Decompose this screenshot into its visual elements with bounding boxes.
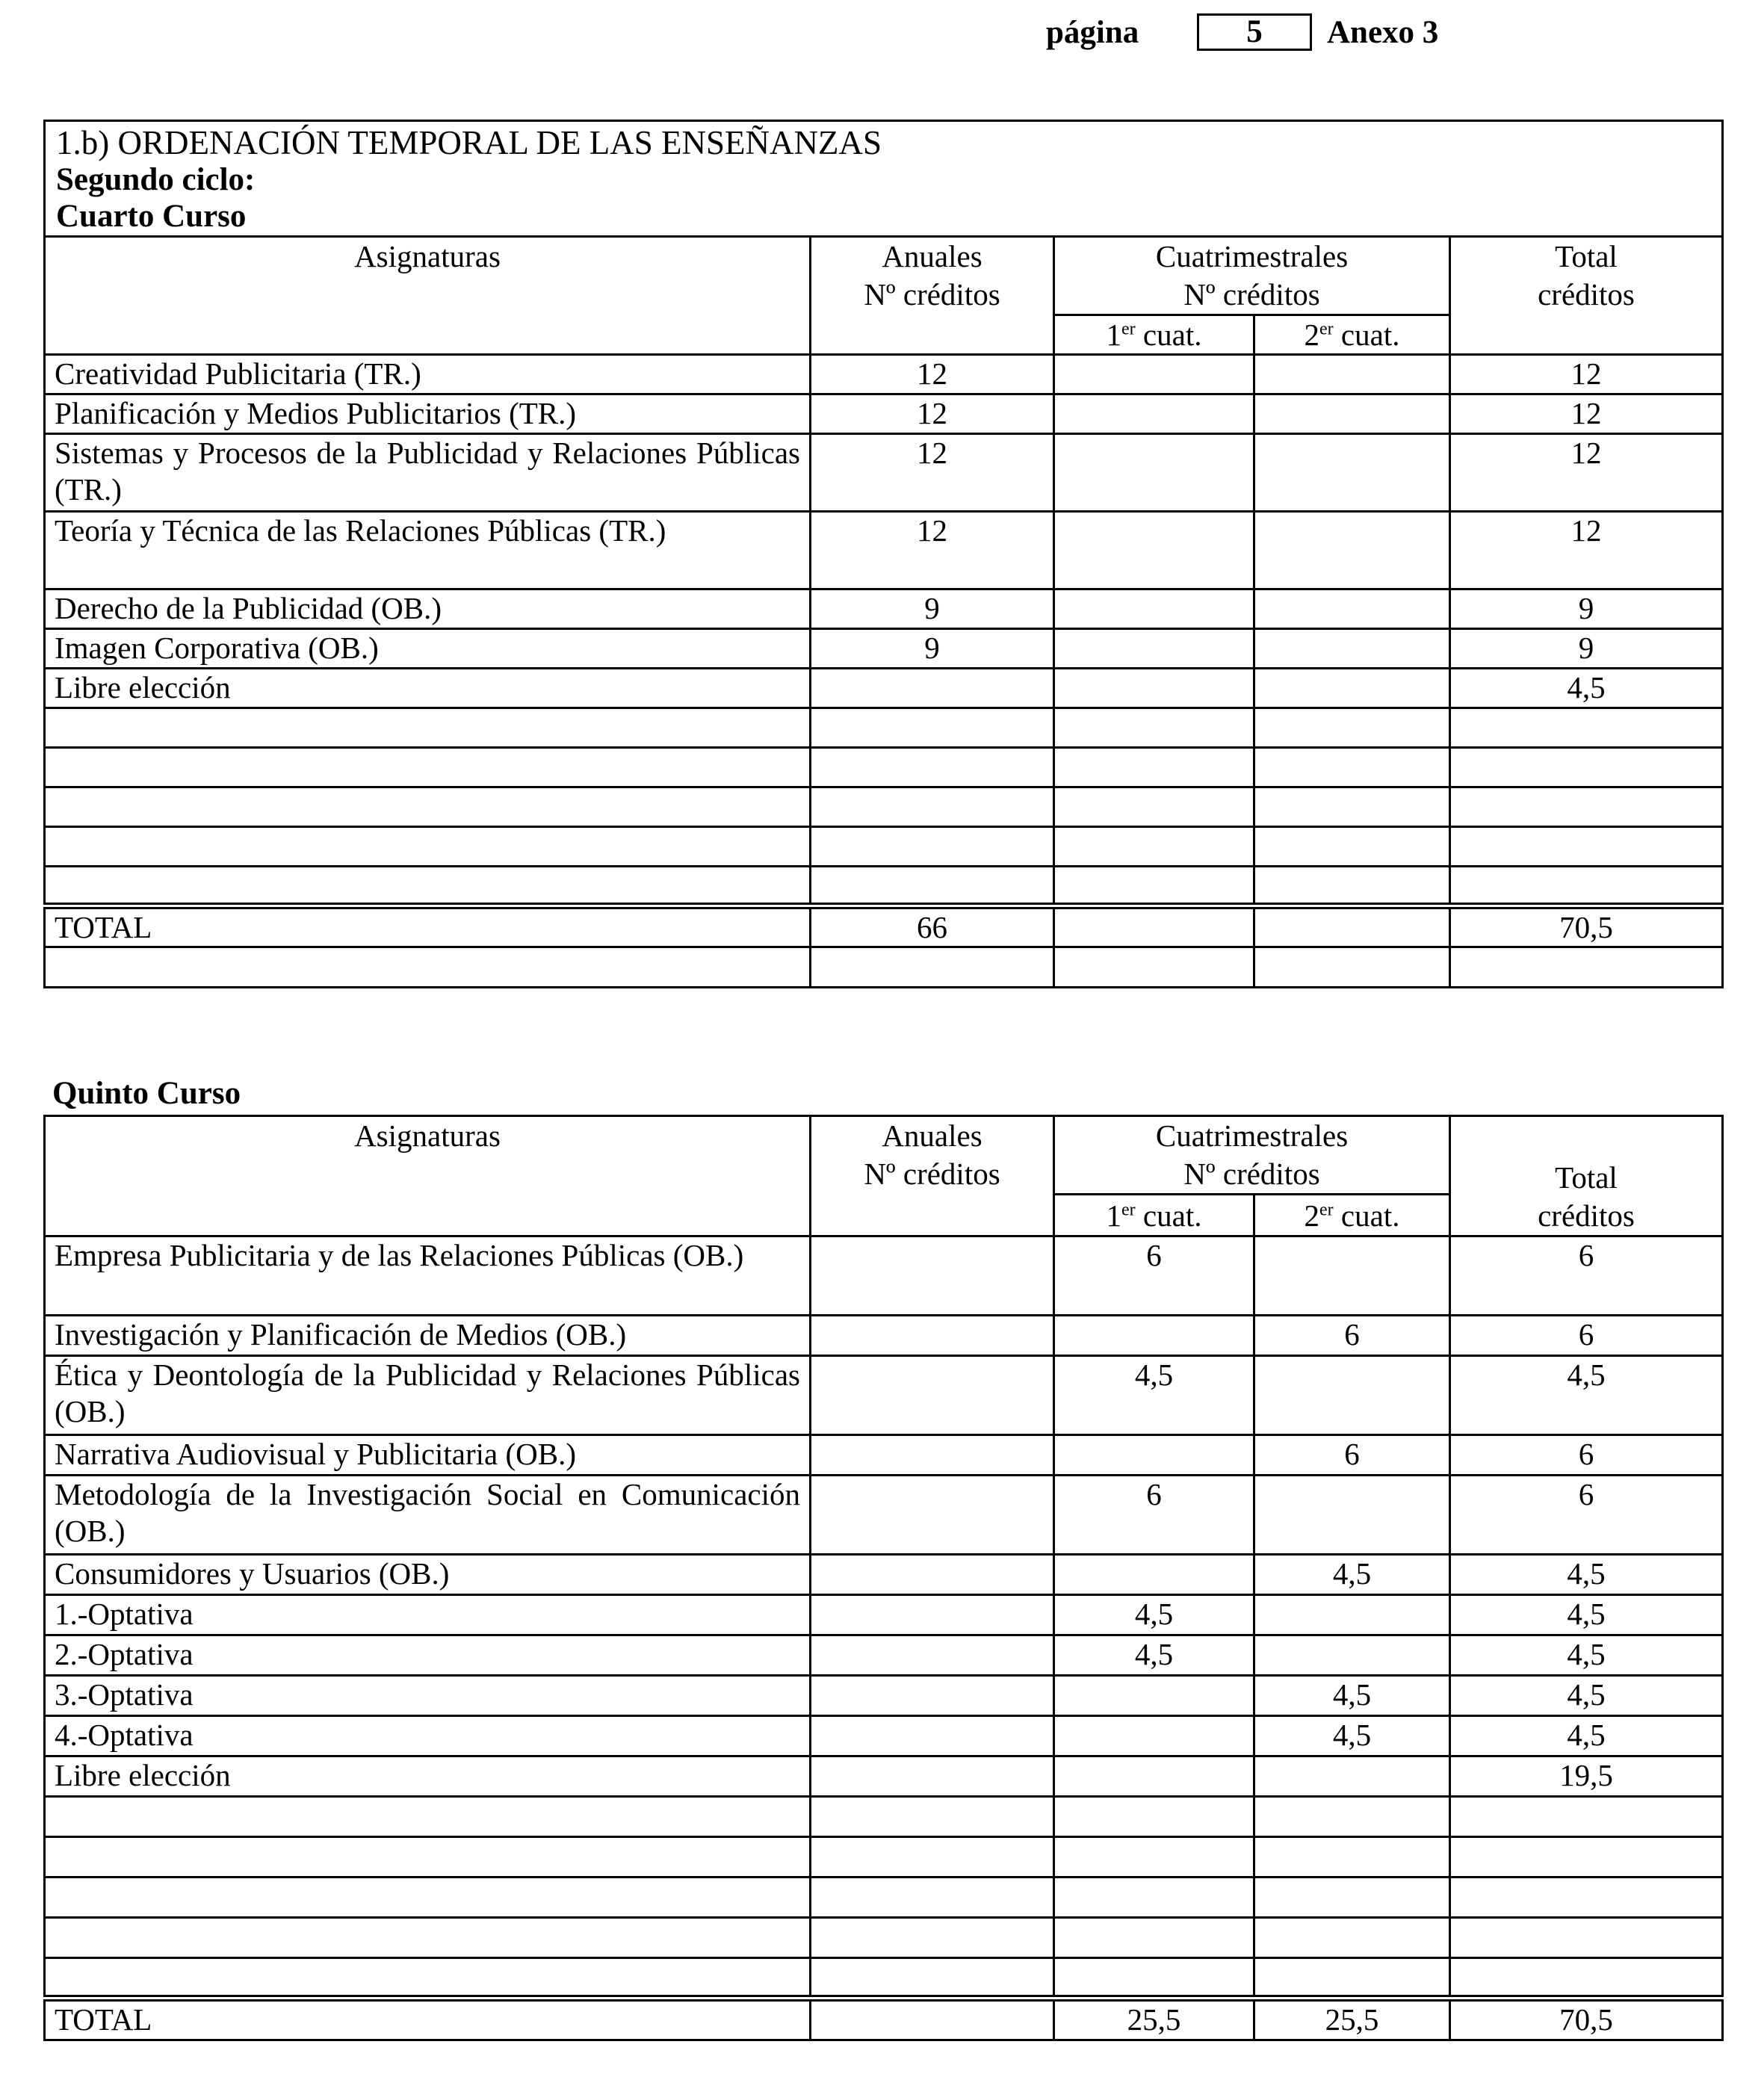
empty-row bbox=[45, 1958, 1723, 1999]
total-value: 12 bbox=[1450, 355, 1723, 394]
subject-name: Libre elección bbox=[45, 1756, 811, 1797]
anuales-value bbox=[811, 1716, 1054, 1756]
c2-value: 4,5 bbox=[1254, 1676, 1450, 1716]
c1-value bbox=[1054, 355, 1254, 394]
total-value: 9 bbox=[1450, 629, 1723, 669]
total-label: TOTAL bbox=[45, 906, 811, 947]
total-value: 6 bbox=[1450, 1236, 1723, 1316]
total-c1 bbox=[1054, 906, 1254, 947]
table-row bbox=[45, 1676, 1723, 1716]
anuales-value bbox=[811, 1476, 1054, 1555]
c2-value: 4,5 bbox=[1254, 1555, 1450, 1595]
quinto-rows bbox=[45, 1236, 1723, 1999]
subject-name: Ética y Deontología de la Publicidad y Relaciones Públicas (OB.) bbox=[45, 1356, 811, 1435]
total-value: 19,5 bbox=[1450, 1756, 1723, 1797]
anuales-value bbox=[811, 1356, 1054, 1435]
total-anuales: 66 bbox=[811, 906, 1054, 947]
table-row bbox=[45, 1555, 1723, 1595]
table-row bbox=[45, 1356, 1723, 1435]
col-asignaturas: Asignaturas bbox=[45, 1116, 811, 1236]
col-1er-cuat: 1er cuat. bbox=[1054, 315, 1254, 355]
anuales-value bbox=[811, 1756, 1054, 1797]
c1-value bbox=[1054, 669, 1254, 708]
cuarto-curso-table bbox=[43, 120, 1724, 988]
c2-value: 4,5 bbox=[1254, 1716, 1450, 1756]
empty-row bbox=[45, 947, 1723, 988]
total-anuales bbox=[811, 1999, 1054, 2040]
c1-value bbox=[1054, 629, 1254, 669]
total-value: 4,5 bbox=[1450, 1676, 1723, 1716]
c1-value bbox=[1054, 1716, 1254, 1756]
c1-value: 6 bbox=[1054, 1476, 1254, 1555]
anexo-label: Anexo 3 bbox=[1327, 15, 1439, 50]
subject-name: Investigación y Planificación de Medios (OB.) bbox=[45, 1316, 811, 1356]
c2-value bbox=[1254, 1595, 1450, 1635]
total-creditos: 70,5 bbox=[1450, 1999, 1723, 2040]
subject-name: Planificación y Medios Publicitarios (TR.) bbox=[45, 394, 811, 434]
table-row bbox=[45, 512, 1723, 589]
c1-value bbox=[1054, 512, 1254, 589]
table-row bbox=[45, 1635, 1723, 1676]
anuales-value: 9 bbox=[811, 589, 1054, 629]
empty-row bbox=[45, 1878, 1723, 1918]
c1-value bbox=[1054, 1435, 1254, 1476]
anuales-value bbox=[811, 1555, 1054, 1595]
c1-value bbox=[1054, 1756, 1254, 1797]
total-value: 4,5 bbox=[1450, 1595, 1723, 1635]
anuales-value: 12 bbox=[811, 434, 1054, 512]
section-title: 1.b) ORDENACIÓN TEMPORAL DE LAS ENSEÑANZAS bbox=[56, 124, 882, 161]
cuarto-curso-block bbox=[43, 120, 1721, 988]
anuales-value bbox=[811, 1595, 1054, 1635]
c2-value bbox=[1254, 669, 1450, 708]
col-2er-cuat: 2er cuat. bbox=[1254, 1195, 1450, 1236]
c2-value bbox=[1254, 355, 1450, 394]
col-anuales: Anuales Nº créditos bbox=[811, 1116, 1054, 1236]
quinto-curso-table bbox=[43, 1115, 1724, 2041]
subject-name: Metodología de la Investigación Social en Comunicación (OB.) bbox=[45, 1476, 811, 1555]
c2-value: 6 bbox=[1254, 1435, 1450, 1476]
table-row bbox=[45, 355, 1723, 394]
c1-value: 4,5 bbox=[1054, 1595, 1254, 1635]
section-title-cell bbox=[45, 121, 1723, 237]
cycle-label: Segundo ciclo: bbox=[56, 162, 256, 197]
subject-name: Imagen Corporativa (OB.) bbox=[45, 629, 811, 669]
total-value: 6 bbox=[1450, 1476, 1723, 1555]
subject-name: 3.-Optativa bbox=[45, 1676, 811, 1716]
col-anuales: Anuales Nº créditos bbox=[811, 237, 1054, 355]
anuales-value bbox=[811, 669, 1054, 708]
anuales-value: 12 bbox=[811, 355, 1054, 394]
col-2er-cuat: 2er cuat. bbox=[1254, 315, 1450, 355]
total-value: 12 bbox=[1450, 512, 1723, 589]
col-cuatrimestrales: Cuatrimestrales Nº créditos bbox=[1054, 1116, 1450, 1195]
c1-value bbox=[1054, 434, 1254, 512]
c1-value: 4,5 bbox=[1054, 1356, 1254, 1435]
empty-row bbox=[45, 867, 1723, 906]
subject-name: Empresa Publicitaria y de las Relaciones Públicas (OB.) bbox=[45, 1236, 811, 1316]
col-1er-cuat: 1er cuat. bbox=[1054, 1195, 1254, 1236]
table-row bbox=[45, 1756, 1723, 1797]
c2-value bbox=[1254, 1635, 1450, 1676]
table-row bbox=[45, 1476, 1723, 1555]
page-number-box: 5 bbox=[1197, 13, 1312, 51]
empty-row bbox=[45, 1797, 1723, 1837]
c2-value bbox=[1254, 1476, 1450, 1555]
total-c1: 25,5 bbox=[1054, 1999, 1254, 2040]
subject-name: 1.-Optativa bbox=[45, 1595, 811, 1635]
table-row bbox=[45, 1716, 1723, 1756]
empty-row bbox=[45, 1837, 1723, 1878]
anuales-value bbox=[811, 1316, 1054, 1356]
total-value: 4,5 bbox=[1450, 1555, 1723, 1595]
table-row bbox=[45, 1236, 1723, 1316]
subject-name: Teoría y Técnica de las Relaciones Públicas (TR.) bbox=[45, 512, 811, 589]
total-creditos: 70,5 bbox=[1450, 906, 1723, 947]
table-row bbox=[45, 1435, 1723, 1476]
empty-row bbox=[45, 1918, 1723, 1958]
total-value: 4,5 bbox=[1450, 1356, 1723, 1435]
anuales-value: 12 bbox=[811, 394, 1054, 434]
cuarto-total-row bbox=[45, 906, 1723, 947]
cuarto-heading: Cuarto Curso bbox=[56, 199, 247, 234]
anuales-value: 9 bbox=[811, 629, 1054, 669]
pagina-label: página bbox=[1046, 15, 1139, 50]
c2-value bbox=[1254, 589, 1450, 629]
total-value: 4,5 bbox=[1450, 669, 1723, 708]
subject-name: 2.-Optativa bbox=[45, 1635, 811, 1676]
c2-value bbox=[1254, 629, 1450, 669]
total-c2 bbox=[1254, 906, 1450, 947]
total-value: 4,5 bbox=[1450, 1716, 1723, 1756]
c1-value bbox=[1054, 1555, 1254, 1595]
c2-value bbox=[1254, 1756, 1450, 1797]
c2-value bbox=[1254, 1356, 1450, 1435]
c2-value: 6 bbox=[1254, 1316, 1450, 1356]
empty-row bbox=[45, 708, 1723, 748]
empty-row bbox=[45, 827, 1723, 867]
col-total: Total créditos bbox=[1450, 1116, 1723, 1236]
table-row bbox=[45, 669, 1723, 708]
page-header bbox=[0, 12, 1764, 57]
anuales-value: 12 bbox=[811, 512, 1054, 589]
quinto-total-row bbox=[45, 1999, 1723, 2040]
col-total: Total créditos bbox=[1450, 237, 1723, 355]
subject-name: 4.-Optativa bbox=[45, 1716, 811, 1756]
quinto-curso-block bbox=[43, 1115, 1721, 2041]
table-row bbox=[45, 394, 1723, 434]
c1-value bbox=[1054, 1316, 1254, 1356]
c1-value bbox=[1054, 1676, 1254, 1716]
subject-name: Narrativa Audiovisual y Publicitaria (OB.) bbox=[45, 1435, 811, 1476]
c1-value bbox=[1054, 394, 1254, 434]
subject-name: Creatividad Publicitaria (TR.) bbox=[45, 355, 811, 394]
empty-row bbox=[45, 748, 1723, 787]
total-value: 4,5 bbox=[1450, 1635, 1723, 1676]
c1-value bbox=[1054, 589, 1254, 629]
anuales-value bbox=[811, 1676, 1054, 1716]
anuales-value bbox=[811, 1635, 1054, 1676]
total-value: 9 bbox=[1450, 589, 1723, 629]
table-row bbox=[45, 1595, 1723, 1635]
anuales-value bbox=[811, 1236, 1054, 1316]
anuales-value bbox=[811, 1435, 1054, 1476]
table-row bbox=[45, 434, 1723, 512]
subject-name: Libre elección bbox=[45, 669, 811, 708]
subject-name: Sistemas y Procesos de la Publicidad y Relaciones Públicas (TR.) bbox=[45, 434, 811, 512]
table-row bbox=[45, 589, 1723, 629]
table-row bbox=[45, 629, 1723, 669]
total-value: 6 bbox=[1450, 1316, 1723, 1356]
col-asignaturas: Asignaturas bbox=[45, 237, 811, 355]
empty-row bbox=[45, 787, 1723, 827]
c2-value bbox=[1254, 434, 1450, 512]
col-cuatrimestrales: Cuatrimestrales Nº créditos bbox=[1054, 237, 1450, 315]
total-value: 12 bbox=[1450, 394, 1723, 434]
total-c2: 25,5 bbox=[1254, 1999, 1450, 2040]
table-row bbox=[45, 1316, 1723, 1356]
c2-value bbox=[1254, 512, 1450, 589]
c2-value bbox=[1254, 1236, 1450, 1316]
total-label: TOTAL bbox=[45, 1999, 811, 2040]
c1-value: 4,5 bbox=[1054, 1635, 1254, 1676]
total-value: 12 bbox=[1450, 434, 1723, 512]
c1-value: 6 bbox=[1054, 1236, 1254, 1316]
c2-value bbox=[1254, 394, 1450, 434]
subject-name: Consumidores y Usuarios (OB.) bbox=[45, 1555, 811, 1595]
subject-name: Derecho de la Publicidad (OB.) bbox=[45, 589, 811, 629]
total-value: 6 bbox=[1450, 1435, 1723, 1476]
cuarto-rows bbox=[45, 355, 1723, 906]
quinto-heading: Quinto Curso bbox=[52, 1076, 241, 1111]
